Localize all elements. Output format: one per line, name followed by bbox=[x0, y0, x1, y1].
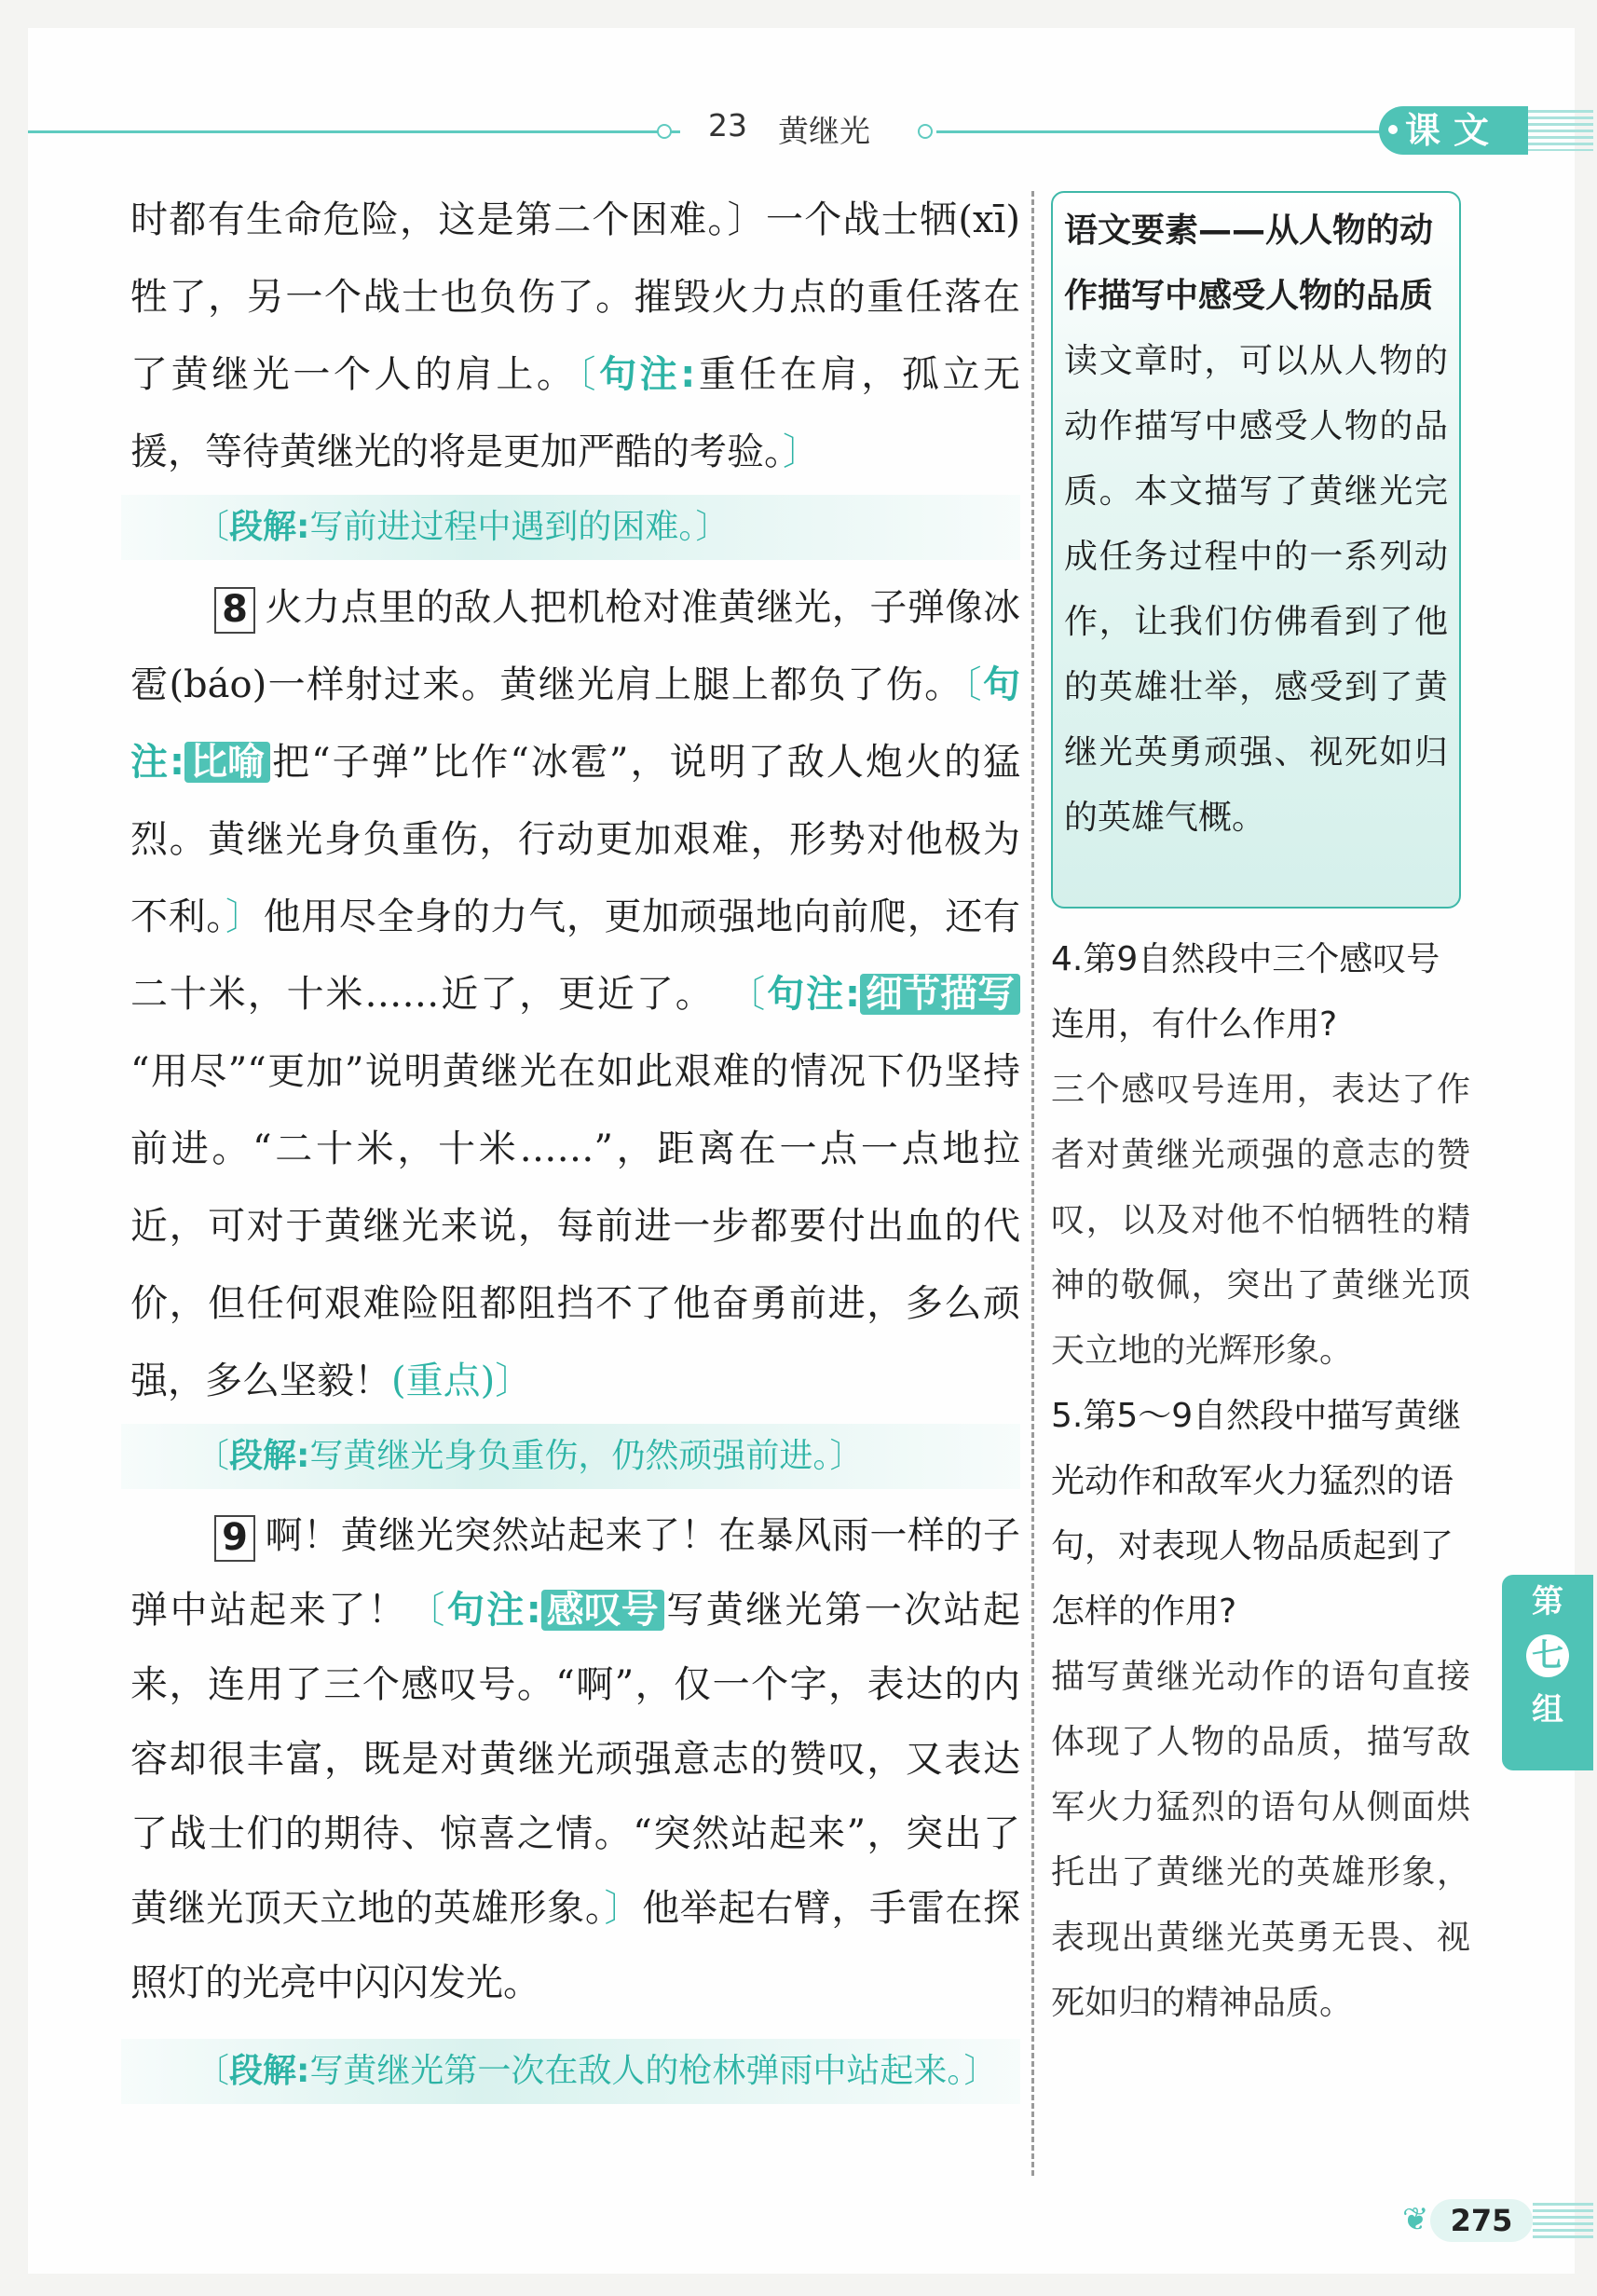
header-dot-right bbox=[918, 124, 933, 139]
language-element-box bbox=[1051, 191, 1461, 909]
header-stripes bbox=[1528, 110, 1593, 151]
note-tag: 感叹号 bbox=[541, 1590, 664, 1631]
key-point-mark: (重点) bbox=[391, 1360, 496, 1402]
side-tab-bottom: 组 bbox=[1532, 1691, 1563, 1729]
paragraph-number: 9 bbox=[214, 1515, 255, 1562]
paragraph-9: 9 啊！黄继光突然站起来了！在暴风雨一样的子弹中站起来了！〔句注: 感叹号 写黄继光第一次站起来，连用了三个感叹号。“啊”，仅一个字，表达的内容却很丰富，既是对黄继光顽强意志的赞叹，又表达了战士们的期待、惊喜之情。“突然站起来”，突出了黄继光顶天立地的英雄形象。〕他举起右臂，手雷在探照灯的光亮中闪闪发光。 bbox=[130, 1514, 1021, 2004]
segment-text: 写黄继光第一次在敌人的枪林弹雨中站起来。 bbox=[309, 2052, 964, 2090]
tab-dot-icon bbox=[1388, 125, 1398, 134]
column-divider bbox=[1031, 191, 1034, 2176]
footer-stripes bbox=[1533, 2203, 1593, 2238]
note-text: 写黄继光第一次站起来，连用了三个感叹号。“啊”，仅一个字，表达的内容却很丰富，既是对黄继光顽强意志的赞叹，又表达了战士们的期待、惊喜之情。“突然站起来”，突出了黄继光顶天立地的英雄形象。 bbox=[130, 1589, 1021, 1930]
paragraph-text: 他举起右臂，手雷在探照灯的光亮中闪闪发光。 bbox=[130, 1887, 1021, 2004]
note-text: “用尽”“更加”说明黄继光在如此艰难的情况下仍坚持前进。“二十米，十米……”，距离在一点一点地拉近，可对于黄继光来说，每前进一步都要付出血的代价，但任何艰难险阻都阻挡不了他奋勇前进，多么顽强，多么坚毅！ bbox=[130, 1050, 1020, 1402]
qa-column bbox=[1051, 927, 1470, 2036]
paragraph-7-end: 时都有生命危险，这是第二个困难。〕一个战士牺(xī)牲了，另一个战士也负伤了。摧毁火力点的重任落在了黄继光一个人的肩上。〔句注:重任在肩，孤立无援，等待黄继光的将是更加严酷的考验。〕 bbox=[130, 198, 1021, 473]
header-rule-left bbox=[28, 130, 680, 133]
note-tag: 比喻 bbox=[184, 742, 270, 783]
lesson-number: 23 bbox=[708, 107, 747, 144]
note-label: 句注: bbox=[446, 1589, 541, 1632]
box-body: 读文章时，可以从人物的动作描写中感受人物的品质。本文描写了黄继光完成任务过程中的一系列动作，让我们仿佛看到了他的英雄壮举，感受到了黄继光英勇顽强、视死如归的英雄气概。 bbox=[1064, 342, 1448, 837]
note-label: 句注: bbox=[130, 663, 1021, 784]
lesson-title: 黄继光 bbox=[778, 113, 870, 149]
main-text-column bbox=[130, 182, 1020, 2104]
note-label: 句注: bbox=[767, 973, 861, 1016]
segment-label: 段解: bbox=[229, 1437, 310, 1475]
note-text: 把“子弹”比作“冰雹”，说明了敌人炮火的猛烈。黄继光身负重伤，行动更加艰难，形势对他极为不利。 bbox=[130, 741, 1021, 938]
unit-side-tab bbox=[1502, 1575, 1593, 1770]
side-tab-top: 第 bbox=[1532, 1583, 1563, 1620]
page-number: 275 bbox=[1430, 2199, 1533, 2242]
paragraph-text: 时都有生命危险，这是第二个困难。〕一个战士牺(xī)牲了，另一个战士也负伤了。摧毁火力点的重任落在了黄继光一个人的肩上。 bbox=[130, 198, 1020, 396]
paragraph-text: 火力点里的敌人把机枪对准黄继光，子弹像冰雹(báo)一样射过来。黄继光肩上腿上都负了伤。 bbox=[130, 586, 1020, 706]
paragraph-text: 他用尽全身的力气，更加顽强地向前爬，还有二十米，十米……近了，更近了。 bbox=[130, 895, 1021, 1016]
segment-label: 段解: bbox=[229, 508, 310, 546]
segment-summary-3: 〔段解:写黄继光第一次在敌人的枪林弹雨中站起来。〕 bbox=[121, 2039, 1020, 2104]
header-dot-left bbox=[657, 124, 672, 139]
segment-text: 写黄继光身负重伤，仍然顽强前进。 bbox=[309, 1437, 830, 1475]
question-5: 5.第5～9自然段中描写黄继光动作和敌军火力猛烈的语句，对表现人物品质起到了怎样的作用? bbox=[1051, 1397, 1462, 1631]
note-text: 重任在肩，孤立无援，等待黄继光的将是更加严酷的考验。 bbox=[130, 353, 1021, 473]
answer-4: 三个感叹号连用，表达了作者对黄继光顽强的意志的赞叹，以及对他不怕牺牲的精神的敬佩，突出了黄继光顶天立地的光辉形象。 bbox=[1051, 1071, 1470, 1370]
paragraph-8: 8 火力点里的敌人把机枪对准黄继光，子弹像冰雹(báo)一样射过来。黄继光肩上腿上都负了伤。〔句注: 比喻 把“子弹”比作“冰雹”，说明了敌人炮火的猛烈。黄继光身负重伤，行动更加艰难，形势对他极为不利。〕他用尽全身的力气，更加顽强地向前爬，还有二十米，十米……近了，更近了。 〔句注: 细节描写“用尽”“更加”说明黄继光在如此艰难的情况下仍坚持前进。“二十米，十米……”，距离在一点一点地拉近，可对于黄继光来说，每前进一步都要付出血的代价，但任何艰难险阻都阻挡不了他奋勇前进，多么顽强，多么坚毅！(重点)〕 bbox=[130, 586, 1021, 1402]
segment-summary-1: 〔段解:写前进过程中遇到的困难。〕 bbox=[121, 495, 1020, 560]
segment-text: 写前进过程中遇到的困难。 bbox=[309, 508, 696, 546]
paragraph-text: 啊！黄继光突然站起来了！在暴风雨一样的子弹中站起来了！ bbox=[130, 1514, 1020, 1632]
leaf-icon: ❦ bbox=[1402, 2201, 1429, 2238]
question-4: 4.第9自然段中三个感叹号连用，有什么作用? bbox=[1051, 940, 1440, 1044]
note-label: 句注: bbox=[599, 353, 696, 396]
section-tab bbox=[1379, 106, 1528, 155]
side-tab-middle: 七 bbox=[1526, 1634, 1569, 1677]
box-title: 语文要素——从人物的动作描写中感受人物的品质 bbox=[1064, 212, 1434, 315]
header-rule-right bbox=[936, 130, 1384, 133]
section-tab-label: 课文 bbox=[1404, 110, 1502, 151]
segment-label: 段解: bbox=[229, 2052, 310, 2090]
segment-summary-2: 〔段解:写黄继光身负重伤，仍然顽强前进。〕 bbox=[121, 1424, 1020, 1489]
answer-5: 描写黄继光动作的语句直接体现了人物的品质，描写敌军火力猛烈的语句从侧面烘托出了黄继光的英雄形象，表现出黄继光英勇无畏、视死如归的精神品质。 bbox=[1051, 1658, 1470, 2022]
paragraph-number: 8 bbox=[214, 587, 255, 634]
note-tag: 细节描写 bbox=[860, 974, 1020, 1015]
